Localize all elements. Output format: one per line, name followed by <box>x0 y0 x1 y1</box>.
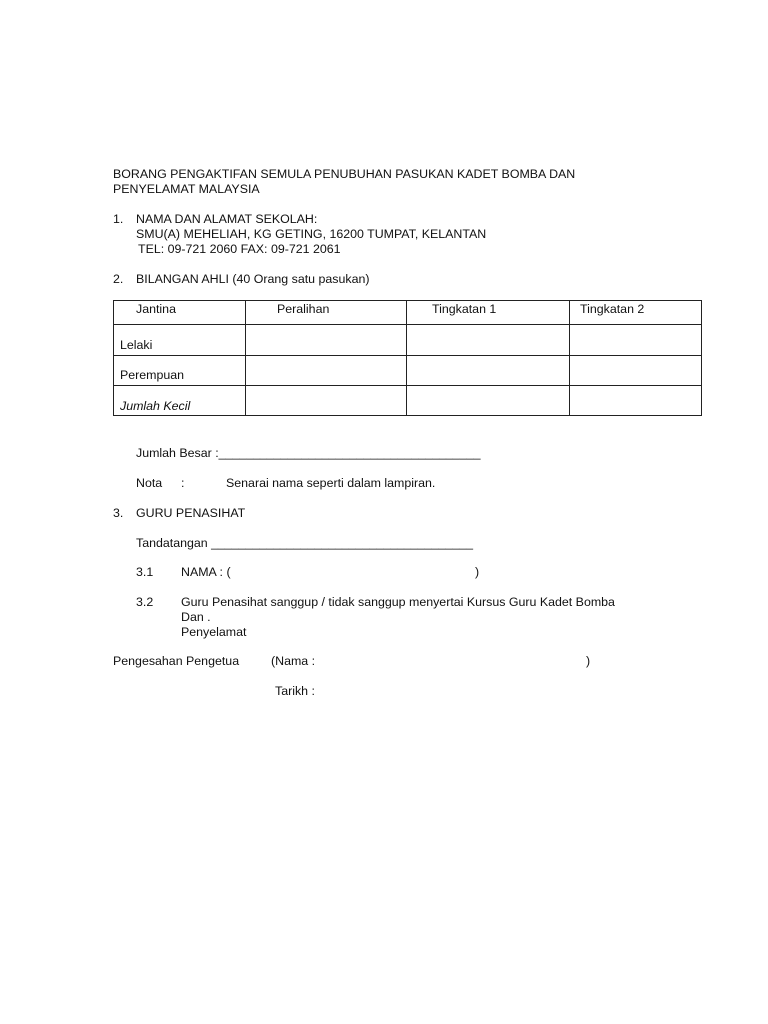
row-label-lelaki: Lelaki <box>120 338 153 352</box>
table-cell <box>246 356 407 386</box>
principal-date-label: Tarikh : <box>275 684 315 698</box>
table-header-row <box>114 301 702 325</box>
principal-name-label: (Nama : <box>271 654 316 668</box>
advisor-name-label: NAMA : ( <box>181 565 231 579</box>
item-3-2-number: 3.2 <box>136 595 154 609</box>
row-label-cell <box>114 356 246 386</box>
advisor-statement-line-2: Dan . <box>181 610 211 624</box>
advisor-name-close: ) <box>475 565 480 579</box>
table-header-cell <box>114 301 246 325</box>
table-header-cell <box>570 301 702 325</box>
signature-line: Tandatangan ______________________________________ <box>136 536 473 550</box>
table-row <box>114 386 702 416</box>
table-cell <box>407 356 570 386</box>
section-1-heading: NAMA DAN ALAMAT SEKOLAH: <box>136 212 318 226</box>
advisor-statement-line-3: Penyelamat <box>181 625 247 639</box>
table-cell <box>570 325 702 356</box>
table-cell <box>570 386 702 416</box>
table-cell <box>407 386 570 416</box>
section-2-heading: BILANGAN AHLI (40 Orang satu pasukan) <box>136 272 370 286</box>
table-row <box>114 325 702 356</box>
advisor-statement-line-1: Guru Penasihat sanggup / tidak sanggup menyertai Kursus Guru Kadet Bomba <box>181 595 615 609</box>
row-label-cell <box>114 386 246 416</box>
table-header-cell <box>407 301 570 325</box>
item-3-1-number: 3.1 <box>136 565 154 579</box>
section-2-number: 2. <box>113 272 124 286</box>
row-label-perempuan: Perempuan <box>120 368 185 382</box>
principal-label: Pengesahan Pengetua <box>113 654 240 668</box>
table-header-cell <box>246 301 407 325</box>
school-address: SMU(A) MEHELIAH, KG GETING, 16200 TUMPAT, KELANTAN <box>136 227 487 241</box>
header-tingkatan-2: Tingkatan 2 <box>580 302 645 316</box>
table-cell <box>407 325 570 356</box>
form-title-line-2: PENYELAMAT MALAYSIA <box>113 182 260 196</box>
note-label: Nota <box>136 476 163 490</box>
table-row <box>114 356 702 386</box>
row-label-jumlah-kecil: Jumlah Kecil <box>120 399 191 413</box>
school-contact: TEL: 09-721 2060 FAX: 09-721 2061 <box>138 242 341 256</box>
header-tingkatan-1: Tingkatan 1 <box>432 302 497 316</box>
table-cell <box>570 356 702 386</box>
row-label-cell <box>114 325 246 356</box>
section-1-number: 1. <box>113 212 124 226</box>
header-jantina: Jantina <box>136 302 176 316</box>
total-line: Jumlah Besar :______________________________________ <box>136 446 481 460</box>
table-cell <box>246 325 407 356</box>
note-text: Senarai nama seperti dalam lampiran. <box>226 476 436 490</box>
section-3-number: 3. <box>113 506 124 520</box>
note-colon: : <box>181 476 185 490</box>
principal-name-close: ) <box>586 654 591 668</box>
table-cell <box>246 386 407 416</box>
header-peralihan: Peralihan <box>277 302 330 316</box>
form-title-line-1: BORANG PENGAKTIFAN SEMULA PENUBUHAN PASUKAN KADET BOMBA DAN <box>113 167 576 181</box>
section-3-heading: GURU PENASIHAT <box>136 506 246 520</box>
member-count-table <box>113 300 702 416</box>
